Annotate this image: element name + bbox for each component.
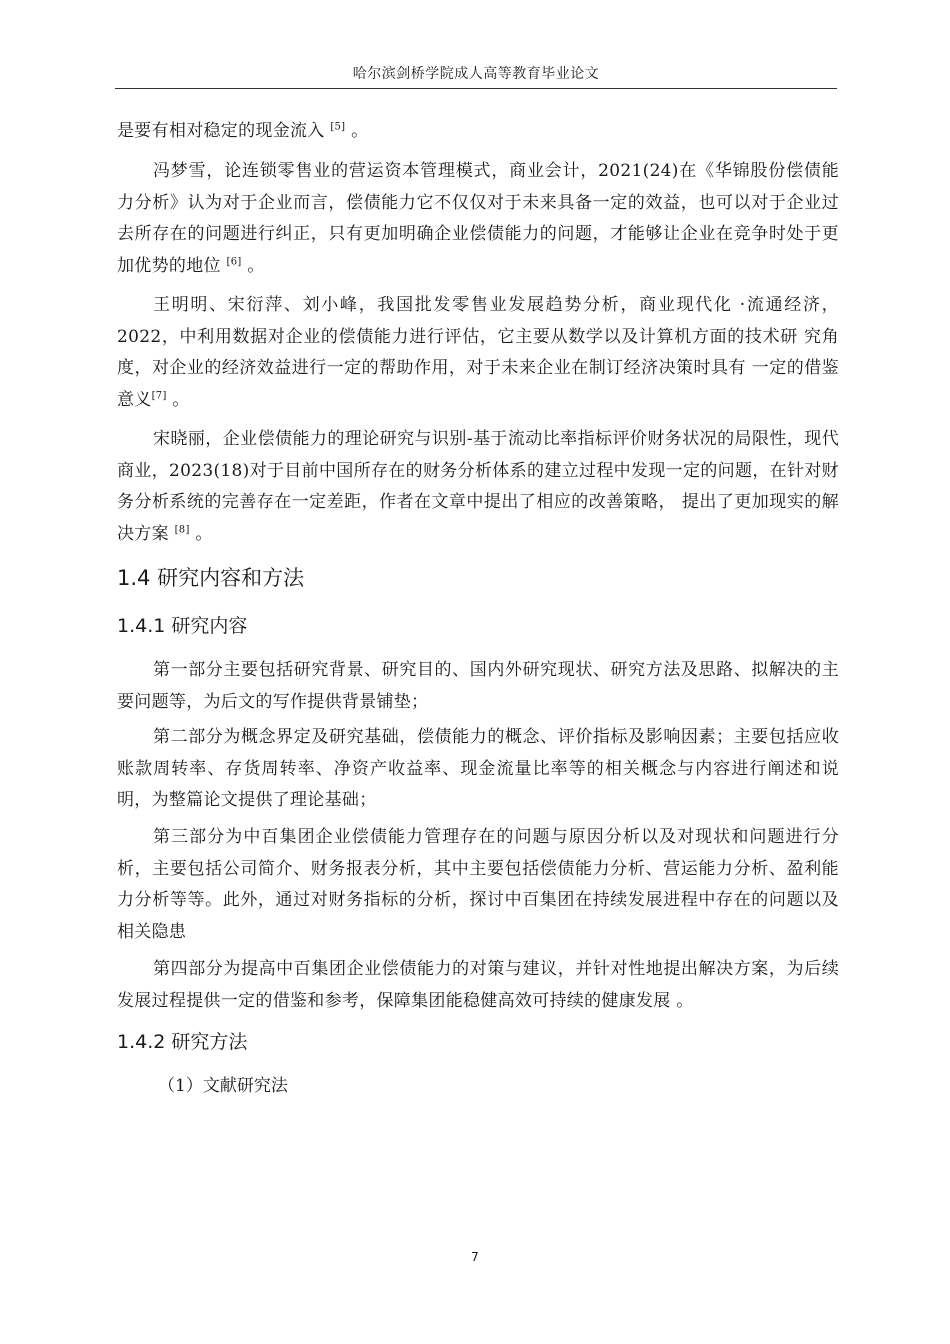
subsection-heading-1-4-2: 1.4.2 研究方法 [117,1031,248,1053]
citation-ref: [7] [151,389,167,401]
paragraph-text: 是要有相对稳定的现金流入 [117,121,331,141]
paragraph-end: 。 [189,523,213,544]
content-part-3: 第三部分为中百集团企业偿债能力管理存在的问题与原因分析以及对现状和问题进行分析，主要包括公司简介、财务报表分析，其中主要包括偿债能力分析、营运能力分析、盈利能力分析等等。此外，通过对财务指标的分析，探讨中百集团在持续发展进程中存在的问题以及相关隐患 [117,827,839,942]
running-header: 哈尔滨剑桥学院成人高等教育毕业论文 [352,66,600,82]
citation-ref: [5] [330,121,346,133]
page-number: 7 [471,1250,479,1264]
paragraph-end: 。 [241,255,265,276]
paragraph-text: 宋晓丽，企业偿债能力的理论研究与识别-基于流动比率指标评价财务状况的局限性，现代商业，2023(18)对于目前中国所存在的财务分析体系的建立过程中发现一定的问题，在针对财务分析系统的完善存在一定差距，作者在文章中提出了相应的改善策略， 提出了更加现实的解决方案 [117,429,839,544]
method-item-literature: （1）文献研究法 [158,1076,288,1096]
subsection-heading-1-4-1: 1.4.1 研究内容 [117,615,248,637]
paragraph-text: 冯梦雪，论连锁零售业的营运资本管理模式，商业会计，2021(24)在《华锦股份偿债能力分析》认为对于企业而言，偿债能力它不仅仅对于未来具备一定的效益，也可以对于企业过去所存在的问题进行纠正，只有更加明确企业偿债能力的问题，才能够让企业在竞争时处于更加优势的地位 [117,161,839,276]
paragraph-end: 。 [166,389,190,410]
paragraph-continuation [117,116,839,148]
paragraph-citation-7 [117,290,839,416]
section-heading-1-4: 1.4 研究内容和方法 [117,566,305,590]
paragraph-citation-8 [117,424,839,550]
paragraph-text: 王明明、宋衍萍、刘小峰，我国批发零售业发展趋势分析，商业现代化 ·流通经济， 2022，中利用数据对企业的偿债能力进行评估，它主要从数学以及计算机方面的技术研 究角度，对企业的经济效益进行一定的帮助作用，对于未来企业在制订经济决策时具有 一定的借鉴意义 [117,295,839,410]
content-part-4: 第四部分为提高中百集团企业偿债能力的对策与建议，并针对性地提出解决方案，为后续发展过程提供一定的借鉴和参考，保障集团能稳健高效可持续的健康发展 。 [117,959,839,1011]
paragraph-end: 。 [345,121,369,141]
content-part-2: 第二部分为概念界定及研究基础，偿债能力的概念、评价指标及影响因素；主要包括应收账款周转率、存货周转率、净资产收益率、现金流量比率等的相关概念与内容进行阐述和说明，为整篇论文提供了理论基础； [117,727,839,810]
content-part-1: 第一部分主要包括研究背景、研究目的、国内外研究现状、研究方法及思路、拟解决的主要问题等，为后文的写作提供背景铺垫； [117,660,839,712]
header-rule [115,88,837,89]
citation-ref: [8] [174,523,190,535]
paragraph-citation-6 [117,156,839,282]
citation-ref: [6] [226,255,242,267]
